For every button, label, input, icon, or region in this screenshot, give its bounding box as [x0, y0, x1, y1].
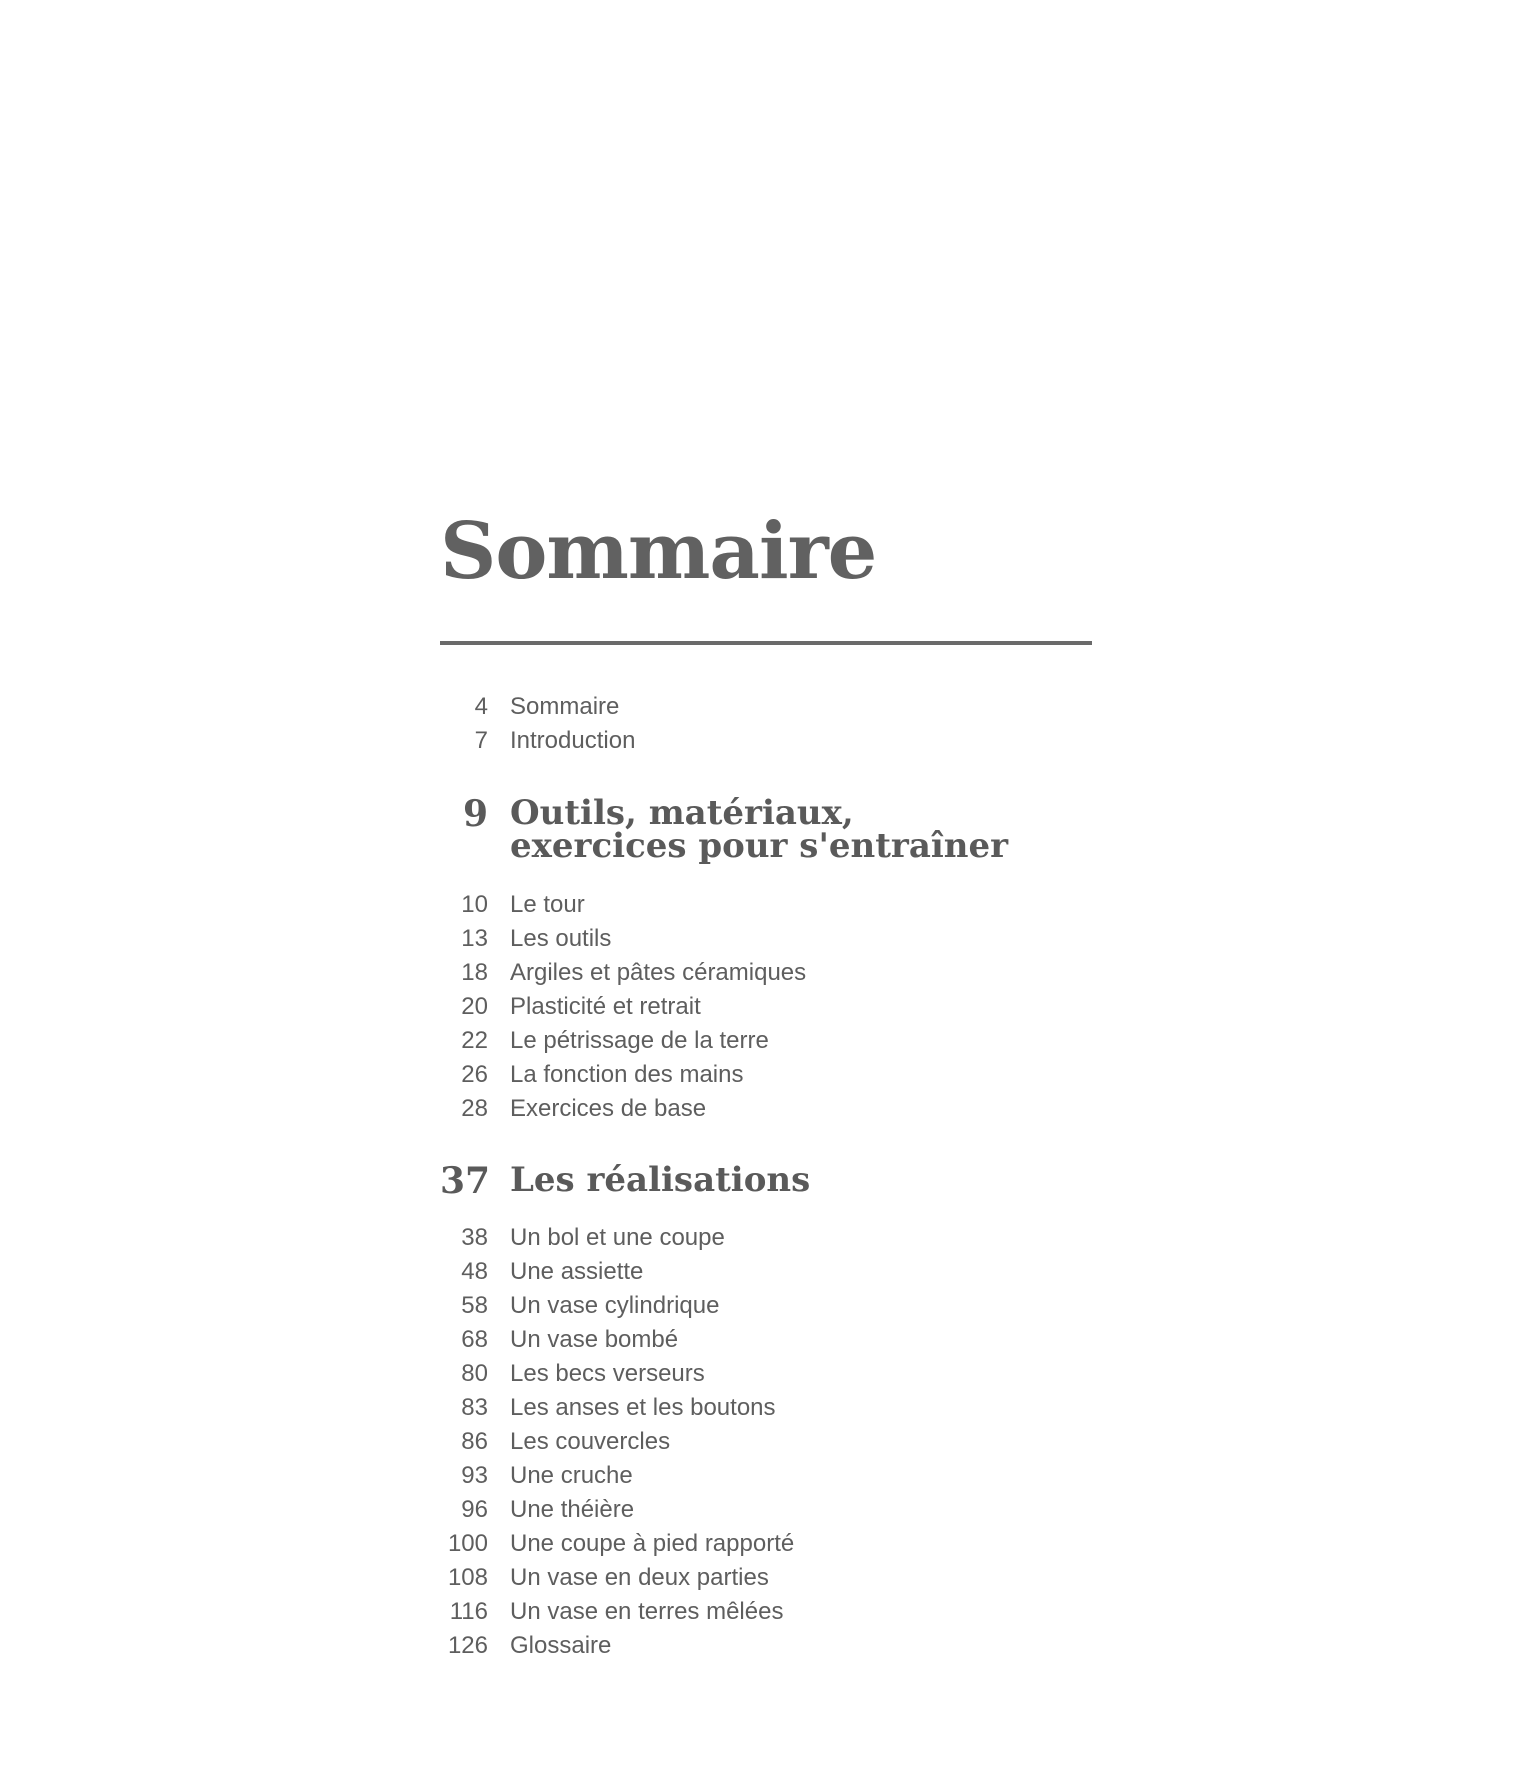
toc-entry[interactable] [440, 1221, 1092, 1255]
toc-label: La fonction des mains [510, 1061, 744, 1088]
section-title [510, 793, 1009, 866]
toc-page-number: 108 [447, 1564, 488, 1591]
toc-page-number: 80 [461, 1360, 488, 1387]
toc-entry[interactable] [440, 1092, 1092, 1126]
toc-section2-entries [440, 1221, 1092, 1663]
toc-page-number: 100 [447, 1530, 488, 1557]
toc-entry[interactable] [440, 922, 1092, 956]
toc-page-number: 22 [461, 1027, 488, 1054]
toc-page-number: 68 [461, 1326, 488, 1353]
toc-entry[interactable] [440, 1527, 1092, 1561]
toc-page-number: 26 [461, 1061, 488, 1088]
toc-label: Argiles et pâtes céramiques [510, 959, 807, 986]
toc-page-number: 4 [474, 693, 488, 720]
toc-label: Sommaire [510, 693, 620, 720]
toc-label: Le pétrissage de la terre [510, 1027, 769, 1054]
toc-label: Un bol et une coupe [510, 1224, 725, 1251]
section-heading-realisations[interactable] [440, 1160, 1092, 1202]
toc-page-number: 96 [461, 1496, 488, 1523]
toc-entry[interactable] [440, 888, 1092, 922]
toc-entry[interactable] [440, 1629, 1092, 1663]
toc-label: Une cruche [510, 1462, 633, 1489]
section-page-number: 9 [462, 793, 488, 835]
toc-entry[interactable] [440, 1357, 1092, 1391]
section-heading-outils[interactable] [440, 793, 1092, 866]
toc-label: Le tour [510, 891, 585, 918]
toc-label: Les outils [510, 925, 612, 952]
toc-label: Introduction [510, 727, 636, 754]
toc-label: Glossaire [510, 1632, 612, 1659]
toc-label: Exercices de base [510, 1095, 707, 1122]
toc-entry[interactable] [440, 1024, 1092, 1058]
toc-page-number: 116 [449, 1598, 488, 1625]
section-title: Les réalisations [510, 1160, 811, 1200]
toc-front-matter [440, 690, 1092, 758]
toc-page-number: 58 [461, 1292, 488, 1319]
toc-page-number: 13 [461, 925, 488, 952]
toc-entry[interactable] [440, 1289, 1092, 1323]
toc-label: Les couvercles [510, 1428, 671, 1455]
toc-section1-entries [440, 888, 1092, 1126]
toc-page-number: 28 [461, 1095, 488, 1122]
section-title-line: Outils, matériaux, [510, 793, 854, 833]
toc-entry[interactable] [440, 1493, 1092, 1527]
toc-entry[interactable] [440, 1459, 1092, 1493]
section-page-number: 37 [440, 1160, 491, 1202]
toc-entry[interactable] [440, 1323, 1092, 1357]
toc-entry[interactable] [440, 1561, 1092, 1595]
toc-label: Une coupe à pied rapporté [510, 1530, 795, 1557]
toc-label: Une assiette [510, 1258, 644, 1285]
toc-label: Un vase en terres mêlées [510, 1598, 784, 1625]
toc-label: Les anses et les boutons [510, 1394, 776, 1421]
toc-label: Plasticité et retrait [510, 993, 701, 1020]
toc-page-number: 10 [461, 891, 488, 918]
toc-entry[interactable] [440, 956, 1092, 990]
toc-entry[interactable] [440, 1255, 1092, 1289]
toc-entry-introduction[interactable] [440, 724, 1092, 758]
toc-label: Un vase en deux parties [510, 1564, 769, 1591]
toc-page-number: 48 [461, 1258, 488, 1285]
toc-entry[interactable] [440, 1425, 1092, 1459]
section-title-line: exercices pour s'entraîner [510, 826, 1009, 866]
toc-page-number: 126 [447, 1632, 488, 1659]
toc-entry-sommaire[interactable] [440, 690, 1092, 724]
toc-label: Les becs verseurs [510, 1360, 705, 1387]
toc-page-number: 18 [461, 959, 488, 986]
toc-entry[interactable] [440, 1058, 1092, 1092]
toc-entry[interactable] [440, 1391, 1092, 1425]
toc-label: Un vase bombé [510, 1326, 679, 1353]
toc-page-number: 20 [461, 993, 488, 1020]
toc-entry[interactable] [440, 990, 1092, 1024]
page-title: Sommaire [440, 506, 877, 597]
toc-page-number: 38 [461, 1224, 488, 1251]
toc-page-number: 7 [474, 727, 488, 754]
toc-label: Une théière [510, 1496, 635, 1523]
toc-page-number: 86 [461, 1428, 488, 1455]
title-divider [440, 641, 1092, 645]
toc-page-number: 93 [461, 1462, 488, 1489]
toc-page-number: 83 [461, 1394, 488, 1421]
toc-entry[interactable] [440, 1595, 1092, 1629]
toc-label: Un vase cylindrique [510, 1292, 720, 1319]
